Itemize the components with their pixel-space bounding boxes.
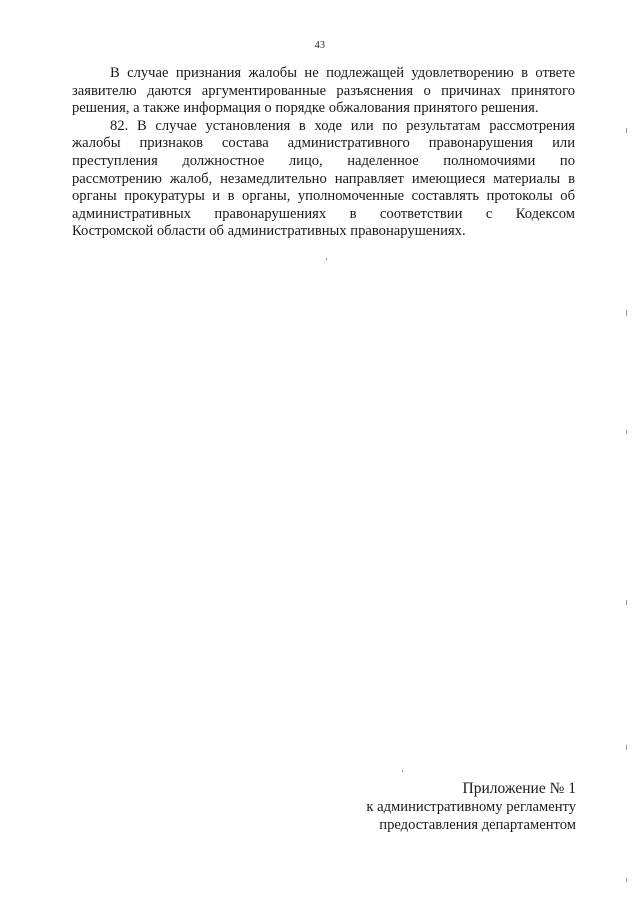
paragraph-2-line: Костромской области об административных правонарушениях. (72, 223, 466, 240)
paragraph-2 (72, 118, 575, 241)
paragraph-1 (72, 65, 575, 118)
paragraph-1-line: решения, а также информация о порядке обжалования принятого решения. (72, 100, 539, 117)
paragraph-1-line: В случае признания жалобы не подлежащей удовлетворению в ответе (110, 65, 575, 81)
appendix-title: Приложение № 1 (462, 780, 576, 797)
scan-speck (626, 878, 627, 882)
paragraph-2-line: преступления должностное лицо, наделенное полномочиями по (72, 152, 575, 169)
paragraph-2-line: органы прокуратуры и в органы, уполномоченные составлять протоколы об (72, 188, 575, 205)
paragraph-2-line: жалобы признаков состава административного правонарушения или (72, 135, 575, 152)
scan-speck (626, 600, 627, 605)
scan-speck (402, 770, 403, 772)
page-number: 43 (314, 40, 326, 51)
scan-speck (626, 745, 627, 750)
appendix-block (216, 780, 576, 834)
body-text (72, 65, 575, 241)
paragraph-2-line: 82. В случае установления в ходе или по результатам рассмотрения (110, 117, 575, 134)
scan-speck (326, 258, 327, 260)
scan-speck (626, 128, 627, 133)
paragraph-1-line: заявителю даются аргументированные разъяснения о причинах принятого (72, 82, 575, 99)
paragraph-2-line: рассмотрению жалоб, незамедлительно направляет имеющиеся материалы в (72, 170, 575, 187)
scan-speck (626, 310, 627, 316)
paragraph-2-line: административных правонарушениях в соответствии с Кодексом (72, 205, 575, 222)
appendix-line: к административному регламенту (366, 799, 576, 815)
scan-speck (626, 430, 627, 434)
appendix-line: предоставления департаментом (379, 817, 576, 833)
